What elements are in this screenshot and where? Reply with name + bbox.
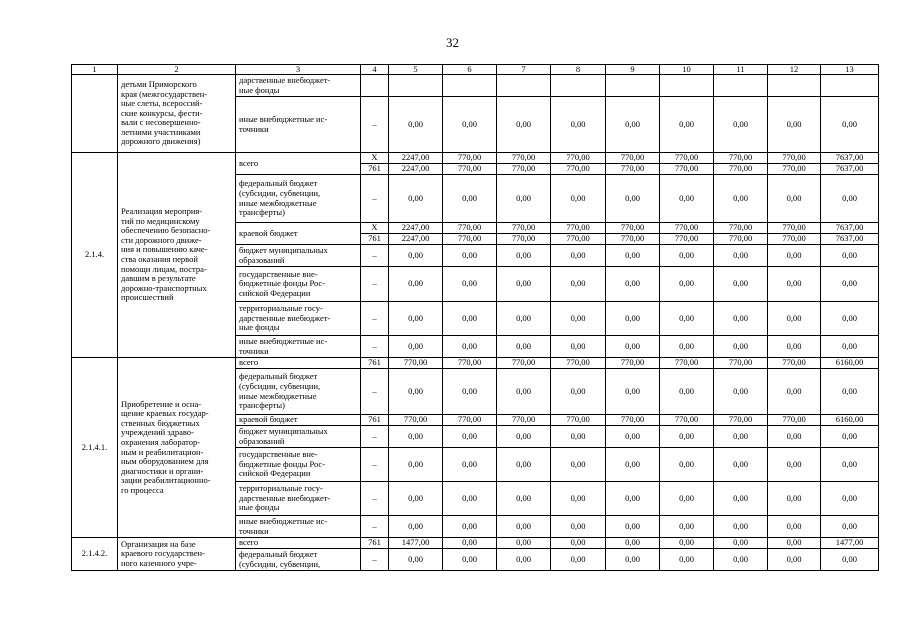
amount-cell: 0,00 xyxy=(821,97,879,153)
amount-cell: 0,00 xyxy=(497,336,551,358)
funding-source: дарственные внебюджет- ные фонды xyxy=(236,75,361,97)
amount-cell: 770,00 xyxy=(768,358,821,369)
executor-code: 761 xyxy=(361,358,389,369)
amount-cell: 0,00 xyxy=(606,336,660,358)
amount-cell: 0,00 xyxy=(389,97,443,153)
amount-cell: 0,00 xyxy=(768,267,821,302)
amount-cell: 0,00 xyxy=(660,426,714,448)
amount-cell: 0,00 xyxy=(714,426,768,448)
amount-cell: 0,00 xyxy=(660,549,714,571)
amount-cell: 0,00 xyxy=(497,426,551,448)
amount-cell: 770,00 xyxy=(551,164,606,175)
funding-source: всего xyxy=(236,538,361,549)
amount-cell: 1477,00 xyxy=(389,538,443,549)
amount-cell: 0,00 xyxy=(821,175,879,223)
amount-cell: 0,00 xyxy=(443,549,497,571)
amount-cell: 0,00 xyxy=(443,97,497,153)
amount-cell xyxy=(821,75,879,97)
amount-cell xyxy=(768,75,821,97)
amount-cell: 0,00 xyxy=(551,516,606,538)
column-number-row xyxy=(72,65,879,75)
amount-cell: 770,00 xyxy=(389,415,443,426)
amount-cell: 0,00 xyxy=(551,97,606,153)
amount-cell: 0,00 xyxy=(606,267,660,302)
amount-cell: 770,00 xyxy=(443,358,497,369)
amount-cell: 0,00 xyxy=(606,516,660,538)
amount-cell: 0,00 xyxy=(389,175,443,223)
amount-cell: 0,00 xyxy=(660,369,714,415)
funding-source: государственные вне- бюджетные фонды Рос- сийской Федерации xyxy=(236,267,361,302)
amount-cell: 770,00 xyxy=(551,153,606,164)
amount-cell: 0,00 xyxy=(551,302,606,336)
amount-cell: 0,00 xyxy=(551,482,606,516)
table-row xyxy=(72,358,879,369)
amount-cell: 770,00 xyxy=(551,234,606,245)
amount-cell: 0,00 xyxy=(768,97,821,153)
executor-code: – xyxy=(361,549,389,571)
amount-cell: 0,00 xyxy=(389,426,443,448)
column-number: 7 xyxy=(497,65,551,75)
amount-cell: 770,00 xyxy=(768,415,821,426)
amount-cell: 770,00 xyxy=(443,153,497,164)
amount-cell: 0,00 xyxy=(768,516,821,538)
amount-cell: 0,00 xyxy=(551,549,606,571)
amount-cell xyxy=(606,75,660,97)
amount-cell: 0,00 xyxy=(551,369,606,415)
item-code: 2.1.4.2. xyxy=(72,538,118,571)
amount-cell: 0,00 xyxy=(768,245,821,267)
amount-cell: 0,00 xyxy=(606,538,660,549)
funding-source: федеральный бюджет (субсидии, субвенции, иные межбюджетные трансферты) xyxy=(236,175,361,223)
amount-cell: 0,00 xyxy=(389,267,443,302)
amount-cell: 0,00 xyxy=(714,302,768,336)
budget-table xyxy=(71,64,879,571)
amount-cell: 0,00 xyxy=(768,175,821,223)
amount-cell: 0,00 xyxy=(551,267,606,302)
amount-cell: 770,00 xyxy=(660,358,714,369)
funding-source: федеральный бюджет (субсидии, субвенции, xyxy=(236,549,361,571)
amount-cell: 0,00 xyxy=(443,302,497,336)
amount-cell: 0,00 xyxy=(497,549,551,571)
amount-cell: 0,00 xyxy=(443,482,497,516)
amount-cell: 770,00 xyxy=(497,223,551,234)
amount-cell xyxy=(389,75,443,97)
column-number: 1 xyxy=(72,65,118,75)
amount-cell: 0,00 xyxy=(606,549,660,571)
amount-cell: 0,00 xyxy=(389,302,443,336)
executor-code: 761 xyxy=(361,164,389,175)
amount-cell: 770,00 xyxy=(606,153,660,164)
executor-code: – xyxy=(361,448,389,482)
amount-cell: 770,00 xyxy=(443,234,497,245)
amount-cell: 0,00 xyxy=(714,336,768,358)
amount-cell: 0,00 xyxy=(821,369,879,415)
column-number: 13 xyxy=(821,65,879,75)
amount-cell: 0,00 xyxy=(606,175,660,223)
amount-cell: 770,00 xyxy=(497,415,551,426)
executor-code: – xyxy=(361,482,389,516)
column-number: 11 xyxy=(714,65,768,75)
amount-cell: 0,00 xyxy=(443,448,497,482)
amount-cell: 0,00 xyxy=(714,245,768,267)
amount-cell: 770,00 xyxy=(497,164,551,175)
amount-cell: 0,00 xyxy=(660,482,714,516)
item-name: Организация на базе краевого государствен- ного казенного учре- xyxy=(118,538,236,571)
amount-cell: 0,00 xyxy=(821,549,879,571)
item-name: Приобретение и осна- щение краевых государ- ственных бюджетных учреждений здраво- охранения лаборатор- ным и реабилитацион- ным оборудованием для диагностики и органи- зации реабилитационно- го процесса xyxy=(118,358,236,538)
amount-cell: 770,00 xyxy=(443,164,497,175)
amount-cell: 0,00 xyxy=(768,538,821,549)
amount-cell: 0,00 xyxy=(660,336,714,358)
amount-cell: 0,00 xyxy=(389,448,443,482)
executor-code: – xyxy=(361,336,389,358)
amount-cell xyxy=(660,75,714,97)
executor-code: X xyxy=(361,223,389,234)
amount-cell xyxy=(714,75,768,97)
funding-source: краевой бюджет xyxy=(236,223,361,245)
amount-cell: 770,00 xyxy=(551,358,606,369)
amount-cell: 0,00 xyxy=(389,369,443,415)
amount-cell: 0,00 xyxy=(768,549,821,571)
amount-cell: 0,00 xyxy=(606,448,660,482)
amount-cell: 0,00 xyxy=(443,538,497,549)
executor-code: – xyxy=(361,97,389,153)
amount-cell: 0,00 xyxy=(768,426,821,448)
amount-cell: 770,00 xyxy=(443,223,497,234)
amount-cell: 770,00 xyxy=(551,223,606,234)
amount-cell: 2247,00 xyxy=(389,164,443,175)
amount-cell: 0,00 xyxy=(768,448,821,482)
amount-cell: 770,00 xyxy=(497,358,551,369)
amount-cell: 0,00 xyxy=(497,175,551,223)
amount-cell: 770,00 xyxy=(714,234,768,245)
amount-cell xyxy=(551,75,606,97)
amount-cell: 0,00 xyxy=(821,267,879,302)
amount-cell: 770,00 xyxy=(768,164,821,175)
amount-cell: 0,00 xyxy=(497,302,551,336)
amount-cell: 0,00 xyxy=(551,245,606,267)
amount-cell: 770,00 xyxy=(660,153,714,164)
column-number: 4 xyxy=(361,65,389,75)
amount-cell: 0,00 xyxy=(497,267,551,302)
table-row xyxy=(72,153,879,164)
amount-cell: 770,00 xyxy=(714,358,768,369)
amount-cell: 770,00 xyxy=(714,223,768,234)
amount-cell: 0,00 xyxy=(497,538,551,549)
amount-cell: 0,00 xyxy=(768,302,821,336)
amount-cell: 0,00 xyxy=(551,448,606,482)
amount-cell: 0,00 xyxy=(714,369,768,415)
amount-cell: 0,00 xyxy=(551,336,606,358)
amount-cell: 0,00 xyxy=(660,267,714,302)
amount-cell: 6160,00 xyxy=(821,415,879,426)
amount-cell: 770,00 xyxy=(768,153,821,164)
amount-cell: 2247,00 xyxy=(389,153,443,164)
amount-cell: 0,00 xyxy=(768,369,821,415)
executor-code: 761 xyxy=(361,234,389,245)
amount-cell: 770,00 xyxy=(714,164,768,175)
amount-cell: 0,00 xyxy=(821,245,879,267)
amount-cell: 0,00 xyxy=(821,426,879,448)
amount-cell: 0,00 xyxy=(497,369,551,415)
amount-cell: 0,00 xyxy=(606,97,660,153)
executor-code: – xyxy=(361,426,389,448)
executor-code: X xyxy=(361,153,389,164)
amount-cell: 770,00 xyxy=(660,223,714,234)
amount-cell xyxy=(497,75,551,97)
executor-code: – xyxy=(361,245,389,267)
item-name: Реализация мероприя- тий по медицинскому обеспечению безопасно- сти дорожного движе- ния и повышению каче- ства оказания первой помощи лицам, постра- давшим в результате дорожно-транспортных происшествий xyxy=(118,153,236,358)
amount-cell: 0,00 xyxy=(497,97,551,153)
column-number: 5 xyxy=(389,65,443,75)
executor-code: – xyxy=(361,302,389,336)
amount-cell: 0,00 xyxy=(497,516,551,538)
amount-cell: 770,00 xyxy=(551,415,606,426)
amount-cell: 770,00 xyxy=(606,234,660,245)
executor-code: – xyxy=(361,369,389,415)
column-number: 3 xyxy=(236,65,361,75)
amount-cell: 0,00 xyxy=(389,245,443,267)
amount-cell: 770,00 xyxy=(497,153,551,164)
amount-cell: 0,00 xyxy=(389,549,443,571)
item-code xyxy=(72,75,118,153)
amount-cell: 6160,00 xyxy=(821,358,879,369)
funding-source: территориальные госу- дарственные внебюджет- ные фонды xyxy=(236,302,361,336)
funding-source: иные внебюджетные ис- точники xyxy=(236,336,361,358)
column-number: 10 xyxy=(660,65,714,75)
amount-cell: 0,00 xyxy=(660,538,714,549)
executor-code xyxy=(361,75,389,97)
amount-cell: 0,00 xyxy=(660,516,714,538)
amount-cell: 770,00 xyxy=(497,234,551,245)
amount-cell: 0,00 xyxy=(660,97,714,153)
table-row xyxy=(72,538,879,549)
amount-cell: 0,00 xyxy=(551,538,606,549)
amount-cell: 0,00 xyxy=(443,267,497,302)
amount-cell: 770,00 xyxy=(660,164,714,175)
amount-cell: 0,00 xyxy=(389,482,443,516)
amount-cell: 2247,00 xyxy=(389,234,443,245)
amount-cell: 7637,00 xyxy=(821,234,879,245)
amount-cell: 770,00 xyxy=(443,415,497,426)
amount-cell: 0,00 xyxy=(606,302,660,336)
amount-cell: 0,00 xyxy=(443,245,497,267)
amount-cell: 770,00 xyxy=(389,358,443,369)
amount-cell: 0,00 xyxy=(606,369,660,415)
amount-cell: 0,00 xyxy=(714,549,768,571)
funding-source: территориальные госу- дарственные внебюджет- ные фонды xyxy=(236,482,361,516)
amount-cell: 0,00 xyxy=(821,516,879,538)
amount-cell: 770,00 xyxy=(768,223,821,234)
column-number: 8 xyxy=(551,65,606,75)
funding-source: федеральный бюджет (субсидии, субвенции, иные межбюджетные трансферты) xyxy=(236,369,361,415)
amount-cell: 770,00 xyxy=(660,415,714,426)
funding-source: иные внебюджетные ис- точники xyxy=(236,97,361,153)
item-code: 2.1.4.1. xyxy=(72,358,118,538)
amount-cell: 0,00 xyxy=(714,482,768,516)
funding-source: бюджет муниципальных образований xyxy=(236,245,361,267)
funding-source: бюджет муниципальных образований xyxy=(236,426,361,448)
funding-source: государственные вне- бюджетные фонды Рос- сийской Федерации xyxy=(236,448,361,482)
amount-cell: 0,00 xyxy=(551,175,606,223)
column-number: 6 xyxy=(443,65,497,75)
amount-cell: 770,00 xyxy=(768,234,821,245)
amount-cell: 0,00 xyxy=(660,302,714,336)
column-number: 9 xyxy=(606,65,660,75)
amount-cell: 0,00 xyxy=(714,97,768,153)
amount-cell: 0,00 xyxy=(606,245,660,267)
amount-cell: 0,00 xyxy=(821,336,879,358)
page-number: 32 xyxy=(446,35,459,50)
table-row xyxy=(72,75,879,97)
column-number: 2 xyxy=(118,65,236,75)
amount-cell: 0,00 xyxy=(660,175,714,223)
amount-cell: 0,00 xyxy=(714,175,768,223)
funding-source: всего xyxy=(236,153,361,175)
amount-cell: 0,00 xyxy=(443,175,497,223)
item-name: детьми Приморского края (межгосударствен- ные слеты, всероссий- ские конкурсы, фести- вали с несовершенно- летними участниками дорожного движения) xyxy=(118,75,236,153)
amount-cell: 7637,00 xyxy=(821,153,879,164)
amount-cell: 0,00 xyxy=(821,448,879,482)
amount-cell: 770,00 xyxy=(714,415,768,426)
amount-cell: 0,00 xyxy=(821,482,879,516)
funding-source: иные внебюджетные ис- точники xyxy=(236,516,361,538)
amount-cell: 0,00 xyxy=(606,482,660,516)
executor-code: – xyxy=(361,516,389,538)
amount-cell: 0,00 xyxy=(551,426,606,448)
amount-cell: 770,00 xyxy=(714,153,768,164)
amount-cell: 0,00 xyxy=(821,302,879,336)
funding-source: всего xyxy=(236,358,361,369)
executor-code: 761 xyxy=(361,415,389,426)
amount-cell: 2247,00 xyxy=(389,223,443,234)
amount-cell: 770,00 xyxy=(606,358,660,369)
column-number: 12 xyxy=(768,65,821,75)
amount-cell: 0,00 xyxy=(443,369,497,415)
amount-cell: 0,00 xyxy=(443,426,497,448)
amount-cell: 0,00 xyxy=(768,336,821,358)
amount-cell: 770,00 xyxy=(606,164,660,175)
amount-cell: 0,00 xyxy=(497,448,551,482)
amount-cell: 0,00 xyxy=(443,336,497,358)
amount-cell: 0,00 xyxy=(660,245,714,267)
amount-cell: 0,00 xyxy=(660,448,714,482)
amount-cell: 770,00 xyxy=(606,223,660,234)
executor-code: – xyxy=(361,175,389,223)
amount-cell: 7637,00 xyxy=(821,223,879,234)
funding-source: краевой бюджет xyxy=(236,415,361,426)
amount-cell xyxy=(443,75,497,97)
amount-cell: 0,00 xyxy=(606,426,660,448)
amount-cell: 0,00 xyxy=(714,516,768,538)
amount-cell: 0,00 xyxy=(714,538,768,549)
executor-code: 761 xyxy=(361,538,389,549)
amount-cell: 0,00 xyxy=(497,482,551,516)
amount-cell: 0,00 xyxy=(389,336,443,358)
amount-cell: 0,00 xyxy=(714,448,768,482)
amount-cell: 770,00 xyxy=(606,415,660,426)
amount-cell: 0,00 xyxy=(768,482,821,516)
amount-cell: 0,00 xyxy=(714,267,768,302)
amount-cell: 0,00 xyxy=(443,516,497,538)
amount-cell: 0,00 xyxy=(497,245,551,267)
executor-code: – xyxy=(361,267,389,302)
item-code: 2.1.4. xyxy=(72,153,118,358)
amount-cell: 7637,00 xyxy=(821,164,879,175)
amount-cell: 0,00 xyxy=(389,516,443,538)
amount-cell: 770,00 xyxy=(660,234,714,245)
amount-cell: 1477,00 xyxy=(821,538,879,549)
